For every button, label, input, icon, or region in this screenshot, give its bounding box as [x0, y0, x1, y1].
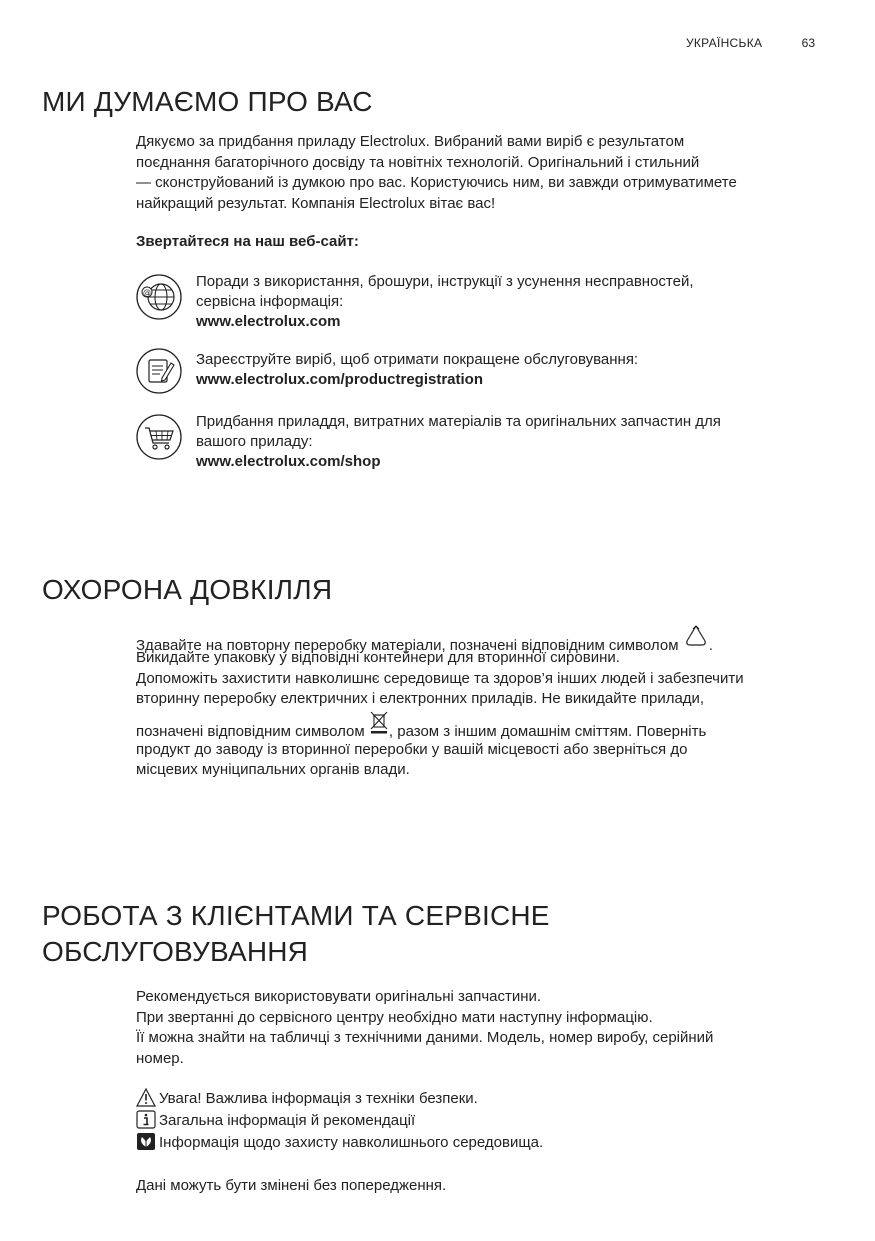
info-icon: [136, 1110, 156, 1129]
website-heading: Звертайтеся на наш веб-сайт:: [136, 233, 359, 250]
intro-line: Дякуємо за придбання приладу Electrolux. Вибраний вами виріб є результатом: [136, 133, 685, 150]
link-row-registration: [136, 350, 826, 402]
recycle-icon: [683, 624, 709, 648]
notice-info: Загальна інформація й рекомендації: [136, 1110, 826, 1132]
link-description: Придбання приладдя, витратних матеріалів та оригінальних запчастин для: [196, 413, 721, 430]
link-text-shop: [196, 412, 826, 472]
language-label: УКРАЇНСЬКА: [685, 36, 763, 50]
environment-icon: [136, 1132, 156, 1151]
intro-line: найкращий результат. Компанія Electrolux вітає вас!: [136, 194, 496, 212]
section-title-customer-service: РОБОТА З КЛІЄНТАМИ ТА СЕРВІСНЕ ОБСЛУГОВУВАННЯ: [42, 900, 550, 967]
warning-icon: [136, 1088, 156, 1107]
notice-warning: Увага! Важлива інформація з техніки безпеки.: [136, 1088, 826, 1110]
crossed-bin-icon: [369, 710, 389, 734]
link-row-support: [136, 272, 826, 332]
section-title-about-us: МИ ДУМАЄМО ПРО ВАС: [42, 86, 373, 117]
support-link[interactable]: www.electrolux.com: [196, 313, 341, 330]
disclaimer: Дані можуть бути змінені без попередження.: [136, 1177, 447, 1194]
page-header: [686, 36, 815, 50]
link-row-shop: [136, 412, 826, 474]
environment-paragraph: [136, 624, 826, 781]
environment-line-6: продукт до заводу із вторинної переробки у вашій місцевості або зверніться до: [136, 740, 688, 758]
notice-list: [136, 1088, 826, 1154]
service-line: Рекомендується використовувати оригінальні запчастини.: [136, 988, 542, 1005]
svg-text:@: @: [143, 288, 151, 297]
link-description: Зареєструйте виріб, щоб отримати покращене обслуговування:: [196, 351, 639, 368]
service-paragraph: [136, 987, 826, 1069]
link-text-support: [196, 272, 826, 332]
registration-link[interactable]: www.electrolux.com/productregistration: [196, 371, 483, 388]
intro-line: поєднання багаторічного досвіду та новітніх технологій. Оригінальний і стильний: [136, 153, 700, 171]
registration-icon: [136, 348, 182, 394]
environment-line-3: Допоможіть захистити навколишнє середовище та здоров’я інших людей і забезпечити: [136, 669, 744, 687]
link-text-registration: [196, 350, 826, 390]
section-title-environment: ОХОРОНА ДОВКІЛЛЯ: [42, 574, 333, 605]
intro-line: — сконструйований із думкою про вас. Користуючись ним, ви завжди отримуватимете: [136, 174, 737, 191]
link-description: Поради з використання, брошури, інструкції з усунення несправностей,: [196, 273, 694, 290]
service-line: номер.: [136, 1049, 184, 1067]
environment-line-7: місцевих муніципальних органів влади.: [136, 761, 410, 778]
service-line: Її можна знайти на табличці з технічними даними. Модель, номер виробу, серійний: [136, 1029, 714, 1046]
shopping-cart-icon: [136, 414, 182, 460]
environment-line-4: вторинну переробку електричних і електронних приладів. Не викидайте прилади,: [136, 690, 705, 707]
environment-line-1: Здавайте на повторну переробку матеріали, позначені відповідним символом .: [136, 624, 826, 648]
link-description: сервісна інформація:: [196, 293, 344, 310]
environment-line-2: Викидайте упаковку у відповідні контейнери для вторинної сировини.: [136, 649, 620, 666]
link-description: вашого приладу:: [196, 433, 313, 450]
globe-icon: [136, 274, 182, 320]
page-number: 63: [801, 36, 815, 50]
environment-line-5: позначені відповідним символом , разом з іншим домашнім сміттям. Поверніть: [136, 710, 826, 740]
service-line: При звертанні до сервісного центру необхідно мати наступну інформацію.: [136, 1008, 653, 1026]
shop-link[interactable]: www.electrolux.com/shop: [196, 453, 381, 470]
notice-environment: Інформація щодо захисту навколишнього середовища.: [136, 1132, 826, 1154]
intro-paragraph: [136, 132, 826, 214]
